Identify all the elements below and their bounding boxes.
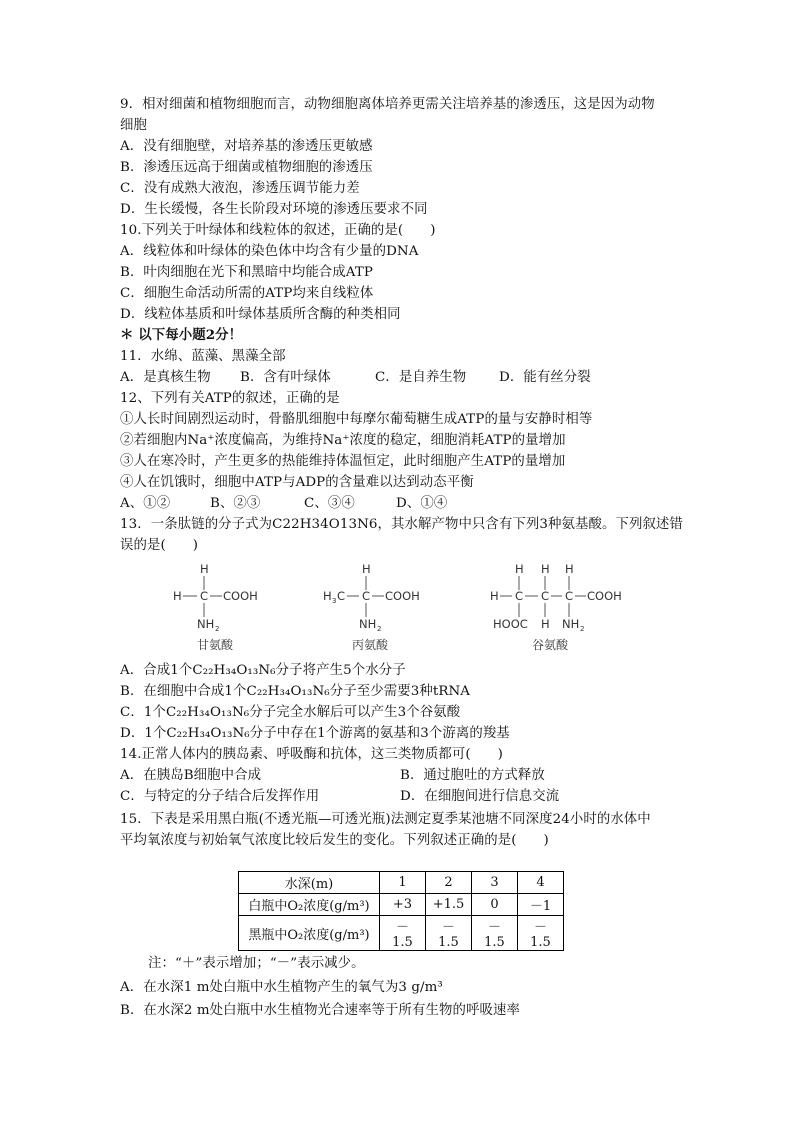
q11-option-a: A．是真核生物 — [120, 370, 211, 385]
q14-option-a: A．在胰岛B细胞中合成 — [120, 768, 262, 783]
alanine-structure — [320, 560, 430, 653]
q12-statement-3: ③人在寒冷时，产生更多的热能维持体温恒定，此时细胞产生ATP的量增加 — [120, 454, 566, 469]
q11-option-d: D．能有丝分裂 — [499, 370, 591, 385]
table-header-cell: 4 — [518, 872, 564, 894]
svg-text:2: 2 — [580, 625, 585, 633]
svg-text:NH: NH — [562, 617, 580, 631]
table-header-cell: 2 — [426, 872, 472, 894]
q14-options-row1 — [120, 765, 690, 786]
svg-text:C: C — [337, 589, 346, 603]
table-header-cell: 水深(m) — [239, 872, 380, 894]
svg-text:3: 3 — [332, 597, 337, 605]
glycine-label: 甘氨酸 — [196, 638, 233, 652]
svg-text:NH: NH — [359, 617, 377, 631]
q12-options — [120, 493, 690, 514]
q13-option-a: A．合成1个C₂₂H₃₄O₁₃N₆分子将产生5个水分子 — [120, 663, 406, 678]
svg-text:C: C — [362, 589, 371, 603]
q12-option-a: A、①② — [120, 496, 171, 511]
q11-option-c: C．是自养生物 — [375, 370, 467, 385]
q14-options-row2 — [120, 786, 690, 807]
table-header-cell: 1 — [380, 872, 426, 894]
svg-text:C: C — [541, 589, 550, 603]
svg-text:H: H — [565, 562, 574, 576]
glutamic-acid-label: 谷氨酸 — [531, 638, 568, 652]
glutamic-acid-structure — [485, 560, 625, 653]
q13-option-c: C．1个C₂₂H₃₄O₁₃N₆分子完全水解后可以产生3个谷氨酸 — [120, 705, 461, 720]
q15-option-a: A．在水深1 m处白瓶中水生植物产生的氧气为3 g/m³ — [120, 980, 443, 995]
svg-text:H: H — [515, 562, 524, 576]
q13-option-b: B．在细胞中合成1个C₂₂H₃₄O₁₃N₆分子至少需要3种tRNA — [120, 684, 471, 699]
q13-stem: 13．一条肽链的分子式为C22H34O13N6，其水解产物中只含有下列3种氨基酸。下列叙述错 — [120, 517, 683, 532]
q14-option-c: C．与特定的分子结合后发挥作用 — [120, 789, 320, 804]
table-header-cell: 3 — [472, 872, 518, 894]
svg-text:2: 2 — [377, 625, 382, 633]
svg-text:HOOC: HOOC — [493, 617, 528, 631]
svg-text:H: H — [541, 617, 550, 631]
q15-stem: 15．下表是采用黑白瓶(不透光瓶—可透光瓶)法测定夏季某池塘不同深度24小时的水体中 — [120, 812, 651, 827]
svg-text:COOH: COOH — [223, 589, 258, 603]
q9-option-b: B．渗透压远高于细菌或植物细胞的渗透压 — [120, 160, 373, 175]
q12-option-d: D、①④ — [396, 496, 448, 511]
q10-stem: 10.下列关于叶绿体和线粒体的叙述，正确的是( ) — [120, 223, 436, 238]
exam-page — [120, 94, 690, 1021]
svg-text:H: H — [200, 562, 209, 576]
q9-stem-cont: 细胞 — [120, 118, 147, 133]
q11-options — [120, 367, 690, 388]
oxygen-table — [238, 871, 564, 951]
svg-text:NH: NH — [197, 617, 215, 631]
table-cell: －1.5 — [518, 916, 564, 951]
table-row — [239, 894, 564, 916]
svg-text:H: H — [541, 562, 550, 576]
q15-option-b: B．在水深2 m处白瓶中水生植物光合速率等于所有生物的呼吸速率 — [120, 1003, 520, 1018]
table-cell: 白瓶中O₂浓度(g/m³) — [239, 894, 380, 916]
score-note: ＊ 以下每小题2分！ — [120, 327, 243, 343]
amino-acid-structures — [120, 560, 690, 658]
q9-option-a: A．没有细胞壁，对培养基的渗透压更敏感 — [120, 139, 373, 154]
q12-statement-4: ④人在饥饿时，细胞中ATP与ADP的含量难以达到动态平衡 — [120, 475, 474, 490]
svg-text:C: C — [200, 589, 209, 603]
svg-text:COOH: COOH — [587, 589, 622, 603]
glycine-structure — [170, 560, 270, 653]
q13-option-d: D．1个C₂₂H₃₄O₁₃N₆分子中存在1个游离的氨基和3个游离的羧基 — [120, 726, 510, 741]
table-cell: 黑瓶中O₂浓度(g/m³) — [239, 916, 380, 951]
q12-stem: 12、下列有关ATP的叙述，正确的是 — [120, 391, 340, 406]
q13-stem-cont: 误的是( ) — [120, 538, 199, 553]
svg-text:H: H — [362, 562, 371, 576]
table-cell: －1.5 — [380, 916, 426, 951]
svg-text:H: H — [323, 589, 332, 603]
q15-table-note: 注：“＋”表示增加；“－”表示减少。 — [148, 956, 365, 971]
q11-stem: 11．水绵、蓝藻、黑藻全部 — [120, 349, 286, 364]
table-cell: 0 — [472, 894, 518, 916]
svg-text:H: H — [490, 589, 499, 603]
q10-option-b: B．叶肉细胞在光下和黑暗中均能合成ATP — [120, 265, 373, 280]
q9-option-d: D．生长缓慢，各生长阶段对环境的渗透压要求不同 — [120, 202, 428, 217]
q14-stem: 14.正常人体内的胰岛素、呼吸酶和抗体，这三类物质都可( ) — [120, 747, 503, 762]
table-cell: +1.5 — [426, 894, 472, 916]
q12-option-c: C、③④ — [304, 496, 355, 511]
q11-option-b: B．含有叶绿体 — [240, 370, 331, 385]
q12-statement-1: ①人长时间剧烈运动时，骨骼肌细胞中每摩尔葡萄糖生成ATP的量与安静时相等 — [120, 412, 593, 427]
q15-stem-cont: 平均氧浓度与初始氧气浓度比较后发生的变化。下列叙述正确的是( ) — [120, 833, 549, 848]
table-cell: －1 — [518, 894, 564, 916]
svg-text:COOH: COOH — [385, 589, 420, 603]
table-cell: －1.5 — [472, 916, 518, 951]
svg-text:C: C — [565, 589, 574, 603]
q10-option-d: D．线粒体基质和叶绿体基质所含酶的种类相同 — [120, 307, 401, 322]
svg-text:C: C — [515, 589, 524, 603]
table-header-row — [239, 872, 564, 894]
alanine-label: 丙氨酸 — [351, 638, 388, 652]
q9-option-c: C．没有成熟大液泡，渗透压调节能力差 — [120, 181, 360, 196]
table-row — [239, 916, 564, 951]
q9-stem: 9．相对细菌和植物细胞而言，动物细胞离体培养更需关注培养基的渗透压，这是因为动物 — [120, 97, 655, 112]
table-cell: －1.5 — [426, 916, 472, 951]
table-cell: +3 — [380, 894, 426, 916]
q10-option-a: A．线粒体和叶绿体的染色体中均含有少量的DNA — [120, 244, 419, 259]
svg-text:2: 2 — [215, 625, 220, 633]
q10-option-c: C．细胞生命活动所需的ATP均来自线粒体 — [120, 286, 374, 301]
q14-option-b: B．通过胞吐的方式释放 — [400, 768, 545, 783]
q14-option-d: D．在细胞间进行信息交流 — [400, 789, 560, 804]
q12-option-b: B、②③ — [210, 496, 261, 511]
svg-text:H: H — [173, 589, 182, 603]
q12-statement-2: ②若细胞内Na⁺浓度偏高，为维持Na⁺浓度的稳定，细胞消耗ATP的量增加 — [120, 433, 566, 448]
